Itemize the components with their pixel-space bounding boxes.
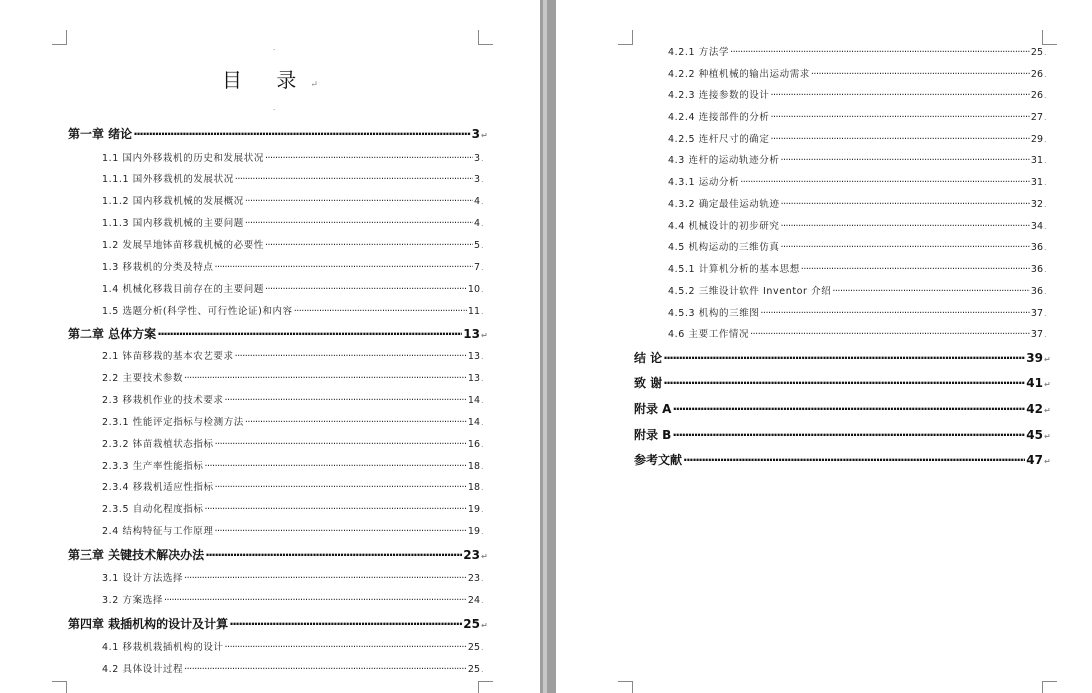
toc-entry-page-number: 31 [1030, 155, 1043, 166]
toc-entry-label: 1.1.2 国内移栽机械的发展概况 [102, 196, 244, 207]
dot-leader [205, 504, 467, 515]
toc-entry[interactable] [102, 661, 487, 675]
crop-mark [1042, 681, 1057, 693]
toc-entry-page-number: 26 [1030, 90, 1043, 101]
paragraph-mark-icon: . [481, 352, 485, 361]
dot-leader [214, 526, 466, 537]
toc-entry[interactable] [102, 150, 487, 164]
dot-leader [184, 373, 467, 384]
paragraph-mark-icon: . [481, 665, 485, 674]
paragraph-mark-icon: ↵ [481, 331, 488, 340]
dot-leader [771, 134, 1030, 145]
toc-entry-label: 4.2 具体设计过程 [102, 664, 184, 675]
toc-entry-page-number: 47 [1026, 453, 1043, 467]
toc-entry-page-number: 36 [1030, 264, 1043, 275]
toc-entry[interactable] [668, 131, 1050, 145]
toc-title: 目 录↵ [222, 68, 318, 92]
toc-entry[interactable] [668, 218, 1050, 232]
paragraph-mark-icon: . [481, 263, 485, 272]
paragraph-mark-icon: . [481, 643, 485, 652]
toc-entry-page-number: 25 [1030, 47, 1043, 58]
toc-entry-label: 1.4 机械化移栽目前存在的主要问题 [102, 284, 264, 295]
toc-entry[interactable] [102, 281, 487, 295]
paragraph-mark-icon: ↵ [1044, 432, 1051, 441]
toc-entry-label: 2.4 结构特征与工作原理 [102, 526, 214, 537]
toc-entry-page-number: 34 [1030, 221, 1043, 232]
toc-entry-page-number: 3 [471, 127, 480, 141]
dot-leader [780, 242, 1029, 253]
toc-entry-label: 致 谢 [634, 376, 663, 390]
dot-leader [760, 308, 1030, 319]
dot-leader [215, 482, 467, 493]
crop-mark [618, 681, 633, 693]
toc-entry-label: 4.2.1 方法学 [668, 47, 730, 58]
paragraph-mark-icon: . [1044, 243, 1048, 252]
toc-entry[interactable] [102, 592, 487, 606]
paragraph-mark-icon: . [1044, 330, 1048, 339]
paragraph-mark-icon: . [481, 418, 485, 427]
toc-entry-label: 附录 A [634, 402, 672, 416]
toc-entry[interactable] [668, 239, 1050, 253]
paragraph-mark-icon: . [481, 462, 485, 471]
toc-entry-label: 1.1.1 国外移栽机的发展状况 [102, 174, 234, 185]
toc-entry[interactable] [668, 109, 1050, 123]
dot-leader [294, 306, 467, 317]
toc-entry-label: 4.5.1 计算机分析的基本思想 [668, 264, 800, 275]
dot-leader [771, 112, 1030, 123]
dot-leader [771, 90, 1030, 101]
document-page-right [556, 0, 1092, 693]
toc-entry-label: 1.1 国内外移栽机的历史和发展状况 [102, 153, 264, 164]
paragraph-dot: · [273, 46, 276, 54]
toc-entry-page-number: 5 [473, 240, 480, 251]
dot-leader [663, 351, 1025, 365]
toc-entry[interactable] [634, 374, 1050, 390]
toc-entry[interactable] [102, 436, 487, 450]
dot-leader [832, 286, 1030, 297]
toc-entry-label: 结 论 [634, 351, 663, 365]
toc-entry-page-number: 4 [473, 218, 480, 229]
toc-entry[interactable] [668, 196, 1050, 210]
toc-entry-label: 3.2 方案选择 [102, 595, 163, 606]
toc-entry-label: 1.3 移栽机的分类及特点 [102, 262, 214, 273]
dot-leader [184, 573, 467, 584]
toc-entry-page-number: 25 [467, 664, 480, 675]
dot-leader [235, 174, 473, 185]
toc-entry-label: 2.3.1 性能评定指标与检测方法 [102, 417, 244, 428]
dot-leader [245, 196, 473, 207]
paragraph-mark-icon: . [1044, 178, 1048, 187]
dot-leader [780, 155, 1029, 166]
toc-entry[interactable] [68, 615, 487, 631]
document-page-left [0, 0, 540, 693]
paragraph-mark-icon: . [1044, 265, 1048, 274]
paragraph-mark-icon: ↵ [481, 621, 488, 630]
paragraph-mark-icon: . [481, 175, 485, 184]
dot-leader [750, 329, 1030, 340]
toc-entry-page-number: 16 [467, 439, 480, 450]
dot-leader [215, 439, 467, 450]
paragraph-mark-icon: . [481, 574, 485, 583]
toc-entry[interactable] [102, 639, 487, 653]
crop-mark [478, 30, 493, 45]
toc-entry[interactable] [668, 261, 1050, 275]
toc-entry[interactable] [102, 303, 487, 317]
toc-entry-label: 2.3.2 钵苗栽植状态指标 [102, 439, 214, 450]
toc-entry-label: 4.5.2 三维设计软件 Inventor 介绍 [668, 286, 832, 297]
toc-entry[interactable] [668, 152, 1050, 166]
toc-entry[interactable] [102, 392, 487, 406]
toc-entry-label: 第三章 关键技术解决办法 [68, 548, 205, 562]
toc-entry[interactable] [102, 414, 487, 428]
paragraph-mark-icon: ↵ [1044, 355, 1051, 364]
toc-entry[interactable] [634, 349, 1050, 365]
paragraph-mark-icon: . [1044, 70, 1048, 79]
dot-leader [164, 595, 467, 606]
toc-entry[interactable] [102, 215, 487, 229]
paragraph-mark-icon: ↵ [481, 131, 488, 140]
paragraph-mark-icon: . [1044, 222, 1048, 231]
paragraph-mark-icon: ↵ [481, 552, 488, 561]
dot-leader [672, 402, 1025, 416]
page-gap [540, 0, 556, 693]
toc-entry-label: 2.3 移栽机作业的技术要求 [102, 395, 224, 406]
toc-entry-page-number: 26 [1030, 69, 1043, 80]
toc-entry-page-number: 25 [463, 617, 480, 631]
paragraph-mark-icon: . [481, 374, 485, 383]
toc-entry[interactable] [68, 546, 487, 562]
toc-entry-page-number: 3 [473, 174, 480, 185]
toc-entry-label: 2.1 钵苗移栽的基本农艺要求 [102, 351, 234, 362]
toc-entry-page-number: 3 [473, 153, 480, 164]
toc-entry-label: 4.3 连杆的运动轨迹分析 [668, 155, 780, 166]
toc-entry-label: 第四章 栽插机构的设计及计算 [68, 617, 229, 631]
toc-entry-page-number: 19 [467, 504, 480, 515]
dot-leader [265, 153, 473, 164]
paragraph-mark-icon: . [481, 483, 485, 492]
toc-entry-label: 1.1.3 国内移栽机械的主要问题 [102, 218, 244, 229]
paragraph-mark-icon: . [481, 219, 485, 228]
toc-entry-page-number: 42 [1026, 402, 1043, 416]
toc-entry-label: 4.4 机械设计的初步研究 [668, 221, 780, 232]
toc-entry-label: 4.3.2 确定最佳运动轨迹 [668, 199, 780, 210]
dot-leader [225, 642, 467, 653]
paragraph-mark-icon: . [1044, 91, 1048, 100]
toc-entry-page-number: 36 [1030, 242, 1043, 253]
toc-entry-page-number: 11 [467, 306, 480, 317]
toc-entry-label: 1.2 发展旱地钵苗移栽机械的必要性 [102, 240, 264, 251]
paragraph-dot: · [273, 106, 276, 114]
dot-leader [781, 199, 1030, 210]
paragraph-mark-icon: ↵ [1044, 406, 1051, 415]
dot-leader [730, 47, 1030, 58]
toc-entry-label: 1.5 选题分析(科学性、可行性论证)和内容 [102, 306, 293, 317]
toc-entry[interactable] [668, 66, 1050, 80]
dot-leader [225, 395, 467, 406]
dot-leader [683, 453, 1025, 467]
crop-mark [478, 681, 493, 693]
dot-leader [811, 69, 1030, 80]
toc-entry[interactable] [102, 259, 487, 273]
toc-entry[interactable] [102, 193, 487, 207]
crop-mark [1042, 30, 1057, 45]
toc-entry-page-number: 36 [1030, 286, 1043, 297]
toc-entry[interactable] [102, 348, 487, 362]
toc-entry-label: 4.3.1 运动分析 [668, 177, 740, 188]
toc-entry-page-number: 23 [467, 573, 480, 584]
toc-entry-page-number: 10 [467, 284, 480, 295]
toc-entry-label: 第一章 绪论 [68, 127, 133, 141]
paragraph-mark-icon: . [481, 285, 485, 294]
paragraph-mark-icon: ↵ [1044, 380, 1051, 389]
dot-leader [801, 264, 1030, 275]
paragraph-mark-icon: . [481, 396, 485, 405]
crop-mark [618, 30, 633, 45]
dot-leader [205, 548, 462, 562]
toc-entry[interactable] [102, 171, 487, 185]
toc-entry-label: 第二章 总体方案 [68, 327, 157, 341]
dot-leader [672, 428, 1025, 442]
toc-entry[interactable] [102, 370, 487, 384]
dot-leader [133, 127, 470, 141]
dot-leader [780, 221, 1029, 232]
paragraph-mark-icon: . [481, 241, 485, 250]
toc-entry-page-number: 25 [467, 642, 480, 653]
paragraph-mark-icon: . [481, 154, 485, 163]
toc-entry-label: 4.5 机构运动的三维仿真 [668, 242, 780, 253]
toc-entry[interactable] [102, 479, 487, 493]
dot-leader [205, 461, 467, 472]
toc-entry[interactable] [634, 451, 1050, 467]
toc-entry-page-number: 4 [473, 196, 480, 207]
toc-entry-label: 附录 B [634, 428, 672, 442]
toc-entry-page-number: 18 [467, 461, 480, 472]
paragraph-mark-icon: . [1044, 48, 1048, 57]
toc-entry-page-number: 45 [1026, 428, 1043, 442]
toc-entry-label: 3.1 设计方法选择 [102, 573, 184, 584]
toc-entry-page-number: 18 [467, 482, 480, 493]
toc-entry[interactable] [102, 458, 487, 472]
paragraph-mark-icon: . [481, 527, 485, 536]
toc-entry-page-number: 13 [463, 327, 480, 341]
toc-entry-page-number: 27 [1030, 112, 1043, 123]
dot-leader [663, 376, 1025, 390]
toc-entry-page-number: 7 [473, 262, 480, 273]
toc-entry-label: 4.1 移栽机栽插机构的设计 [102, 642, 224, 653]
paragraph-mark-icon: . [481, 440, 485, 449]
toc-entry-page-number: 13 [467, 373, 480, 384]
toc-entry[interactable] [668, 174, 1050, 188]
toc-entry-page-number: 29 [1030, 134, 1043, 145]
paragraph-mark-icon: . [1044, 287, 1048, 296]
paragraph-mark-icon: . [1044, 135, 1048, 144]
toc-entry-page-number: 24 [467, 595, 480, 606]
toc-entry[interactable] [102, 237, 487, 251]
toc-entry-page-number: 14 [467, 395, 480, 406]
toc-entry-label: 4.6 主要工作情况 [668, 329, 750, 340]
crop-mark [52, 681, 67, 693]
paragraph-mark-icon: . [1044, 200, 1048, 209]
toc-entry-label: 参考文献 [634, 453, 683, 467]
dot-leader [157, 327, 462, 341]
toc-entry[interactable] [102, 570, 487, 584]
dot-leader [740, 177, 1030, 188]
toc-entry[interactable] [668, 283, 1050, 297]
toc-entry-page-number: 19 [467, 526, 480, 537]
toc-entry-label: 4.2.3 连接参数的设计 [668, 90, 770, 101]
toc-entry[interactable] [68, 125, 487, 141]
dot-leader [245, 417, 467, 428]
toc-entry-page-number: 41 [1026, 376, 1043, 390]
toc-entry-page-number: 37 [1030, 308, 1043, 319]
toc-entry[interactable] [634, 400, 1050, 416]
toc-entry-label: 4.5.3 机构的三维图 [668, 308, 760, 319]
toc-entry-page-number: 13 [467, 351, 480, 362]
toc-entry-page-number: 14 [467, 417, 480, 428]
toc-entry[interactable] [668, 305, 1050, 319]
dot-leader [245, 218, 473, 229]
dot-leader [214, 262, 473, 273]
paragraph-mark-icon: . [481, 505, 485, 514]
paragraph-mark-icon: . [1044, 113, 1048, 122]
toc-entry-label: 2.3.3 生产率性能指标 [102, 461, 204, 472]
toc-entry[interactable] [634, 426, 1050, 442]
dot-leader [265, 240, 473, 251]
toc-title-text: 目 录 [222, 68, 311, 92]
toc-entry-label: 4.2.2 种植机械的输出运动需求 [668, 69, 810, 80]
dot-leader [265, 284, 467, 295]
toc-entry[interactable] [102, 501, 487, 515]
toc-entry[interactable] [668, 87, 1050, 101]
paragraph-mark-icon: ↵ [1044, 457, 1051, 466]
paragraph-mark-icon: . [481, 596, 485, 605]
toc-entry[interactable] [668, 326, 1050, 340]
toc-entry-label: 4.2.5 连杆尺寸的确定 [668, 134, 770, 145]
toc-entry[interactable] [102, 523, 487, 537]
toc-entry-page-number: 39 [1026, 351, 1043, 365]
dot-leader [235, 351, 467, 362]
dot-leader [184, 664, 467, 675]
crop-mark [52, 30, 67, 45]
toc-entry-label: 4.2.4 连接部件的分析 [668, 112, 770, 123]
toc-entry-label: 2.3.5 自动化程度指标 [102, 504, 204, 515]
toc-entry-page-number: 23 [463, 548, 480, 562]
dot-leader [229, 617, 462, 631]
toc-entry-page-number: 32 [1030, 199, 1043, 210]
paragraph-mark-icon: . [481, 197, 485, 206]
paragraph-mark-icon: . [481, 307, 485, 316]
toc-entry-page-number: 31 [1030, 177, 1043, 188]
toc-entry[interactable] [68, 325, 487, 341]
paragraph-mark-icon: . [1044, 156, 1048, 165]
toc-entry-label: 2.3.4 移栽机适应性指标 [102, 482, 214, 493]
paragraph-mark-icon: . [1044, 309, 1048, 318]
toc-entry-label: 2.2 主要技术参数 [102, 373, 184, 384]
toc-entry-page-number: 37 [1030, 329, 1043, 340]
toc-entry[interactable] [668, 44, 1050, 58]
